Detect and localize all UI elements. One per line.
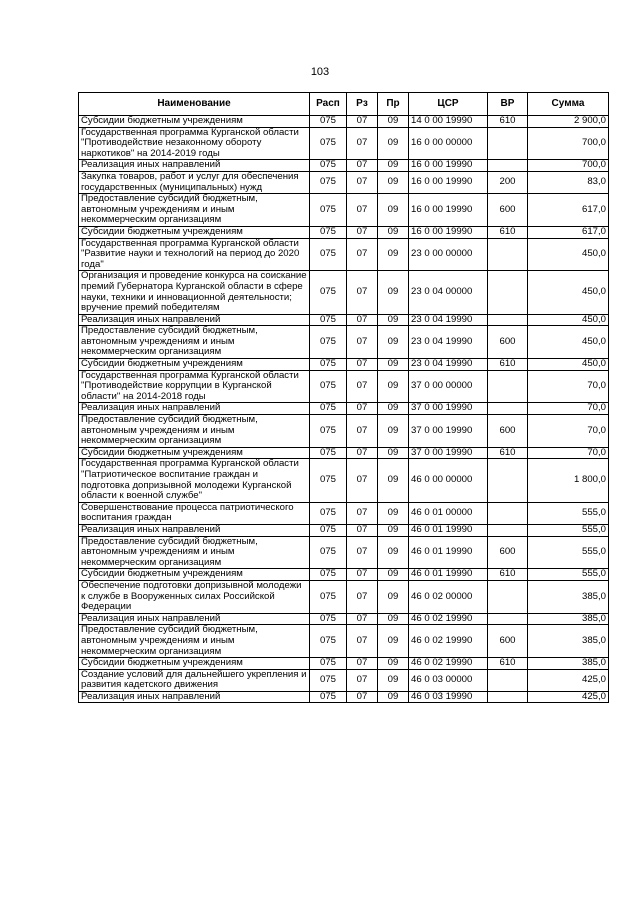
cell-vr (488, 459, 528, 502)
cell-rasp: 075 (310, 613, 347, 625)
cell-rz: 07 (347, 459, 378, 502)
page-number: 103 (310, 66, 330, 78)
cell-name: Реализация иных направлений (79, 613, 310, 625)
cell-sum: 83,0 (528, 171, 609, 193)
cell-sum: 70,0 (528, 403, 609, 415)
table-row (79, 403, 609, 415)
cell-pr: 09 (378, 127, 409, 160)
cell-sum: 450,0 (528, 359, 609, 371)
table-row (79, 580, 609, 613)
header-row (79, 93, 609, 116)
cell-vr: 200 (488, 171, 528, 193)
cell-csr: 46 0 01 19990 (409, 524, 488, 536)
cell-sum: 700,0 (528, 127, 609, 160)
cell-name: Предоставление субсидий бюджетным, автономным учреждениям и иным некоммерческим организациям (79, 415, 310, 448)
cell-csr: 16 0 00 19990 (409, 171, 488, 193)
cell-rasp: 075 (310, 238, 347, 271)
cell-csr: 46 0 02 19990 (409, 658, 488, 670)
cell-rz: 07 (347, 403, 378, 415)
table-row (79, 658, 609, 670)
table-row (79, 447, 609, 459)
cell-csr: 37 0 00 00000 (409, 370, 488, 403)
header-vr: ВР (488, 93, 528, 116)
header-name: Наименование (79, 93, 310, 116)
cell-sum: 385,0 (528, 658, 609, 670)
cell-sum: 425,0 (528, 669, 609, 691)
cell-rz: 07 (347, 116, 378, 128)
cell-rz: 07 (347, 271, 378, 314)
cell-name: Обеспечение подготовки допризывной молодежи к службе в Вооруженных силах Российской Федерации (79, 580, 310, 613)
cell-rasp: 075 (310, 116, 347, 128)
cell-rz: 07 (347, 658, 378, 670)
cell-csr: 46 0 00 00000 (409, 459, 488, 502)
cell-name: Предоставление субсидий бюджетным, автономным учреждениям и иным некоммерческим организациям (79, 536, 310, 569)
table-row (79, 127, 609, 160)
table-row (79, 271, 609, 314)
cell-csr: 46 0 03 00000 (409, 669, 488, 691)
cell-rz: 07 (347, 370, 378, 403)
header-rasp: Расп (310, 93, 347, 116)
cell-rasp: 075 (310, 226, 347, 238)
header-sum: Сумма (528, 93, 609, 116)
cell-rz: 07 (347, 238, 378, 271)
cell-name: Субсидии бюджетным учреждениям (79, 116, 310, 128)
cell-pr: 09 (378, 314, 409, 326)
cell-csr: 46 0 03 19990 (409, 691, 488, 703)
cell-vr (488, 580, 528, 613)
table-row (79, 691, 609, 703)
cell-pr: 09 (378, 326, 409, 359)
cell-rz: 07 (347, 569, 378, 581)
cell-rasp: 075 (310, 271, 347, 314)
cell-name: Совершенствование процесса патриотического воспитания граждан (79, 502, 310, 524)
cell-csr: 37 0 00 19990 (409, 447, 488, 459)
cell-csr: 16 0 00 19990 (409, 160, 488, 172)
cell-vr (488, 238, 528, 271)
cell-csr: 16 0 00 19990 (409, 194, 488, 227)
cell-vr: 600 (488, 415, 528, 448)
cell-csr: 46 0 01 19990 (409, 536, 488, 569)
cell-vr: 610 (488, 116, 528, 128)
cell-pr: 09 (378, 226, 409, 238)
cell-rasp: 075 (310, 415, 347, 448)
cell-rz: 07 (347, 127, 378, 160)
cell-csr: 46 0 02 00000 (409, 580, 488, 613)
table-row (79, 459, 609, 502)
cell-csr: 46 0 02 19990 (409, 625, 488, 658)
cell-vr: 600 (488, 625, 528, 658)
table-body (79, 116, 609, 703)
cell-rasp: 075 (310, 669, 347, 691)
cell-rz: 07 (347, 625, 378, 658)
table-row (79, 238, 609, 271)
cell-pr: 09 (378, 271, 409, 314)
cell-vr: 610 (488, 447, 528, 459)
table-row (79, 171, 609, 193)
table-row (79, 613, 609, 625)
cell-pr: 09 (378, 536, 409, 569)
cell-pr: 09 (378, 524, 409, 536)
cell-sum: 450,0 (528, 271, 609, 314)
cell-rz: 07 (347, 524, 378, 536)
cell-vr (488, 403, 528, 415)
cell-pr: 09 (378, 459, 409, 502)
cell-vr (488, 613, 528, 625)
cell-pr: 09 (378, 160, 409, 172)
cell-name: Реализация иных направлений (79, 524, 310, 536)
cell-rz: 07 (347, 194, 378, 227)
cell-vr: 610 (488, 658, 528, 670)
cell-name: Реализация иных направлений (79, 691, 310, 703)
cell-pr: 09 (378, 403, 409, 415)
cell-vr: 600 (488, 536, 528, 569)
cell-pr: 09 (378, 238, 409, 271)
cell-pr: 09 (378, 370, 409, 403)
cell-vr (488, 127, 528, 160)
cell-rz: 07 (347, 580, 378, 613)
cell-rasp: 075 (310, 370, 347, 403)
cell-rasp: 075 (310, 536, 347, 569)
cell-name: Государственная программа Курганской области "Противодействие коррупции в Курганской области" на 2014-2018 годы (79, 370, 310, 403)
cell-csr: 23 0 04 00000 (409, 271, 488, 314)
cell-rz: 07 (347, 314, 378, 326)
table-row (79, 160, 609, 172)
cell-rasp: 075 (310, 326, 347, 359)
cell-csr: 23 0 00 00000 (409, 238, 488, 271)
cell-csr: 16 0 00 00000 (409, 127, 488, 160)
cell-vr: 610 (488, 359, 528, 371)
table-row (79, 669, 609, 691)
cell-pr: 09 (378, 669, 409, 691)
cell-sum: 450,0 (528, 326, 609, 359)
cell-name: Предоставление субсидий бюджетным, автономным учреждениям и иным некоммерческим организациям (79, 194, 310, 227)
cell-rasp: 075 (310, 658, 347, 670)
cell-sum: 700,0 (528, 160, 609, 172)
cell-name: Государственная программа Курганской области "Противодействие незаконному обороту наркотиков" на 2014-2019 годы (79, 127, 310, 160)
cell-rz: 07 (347, 691, 378, 703)
cell-pr: 09 (378, 415, 409, 448)
table-row (79, 314, 609, 326)
cell-vr (488, 524, 528, 536)
cell-vr (488, 314, 528, 326)
cell-vr: 610 (488, 569, 528, 581)
cell-csr: 46 0 01 19990 (409, 569, 488, 581)
cell-rasp: 075 (310, 459, 347, 502)
cell-csr: 16 0 00 19990 (409, 226, 488, 238)
cell-rasp: 075 (310, 194, 347, 227)
cell-rasp: 075 (310, 403, 347, 415)
cell-name: Субсидии бюджетным учреждениям (79, 359, 310, 371)
cell-vr (488, 669, 528, 691)
cell-vr: 600 (488, 326, 528, 359)
cell-sum: 385,0 (528, 625, 609, 658)
cell-rasp: 075 (310, 160, 347, 172)
cell-pr: 09 (378, 194, 409, 227)
cell-pr: 09 (378, 502, 409, 524)
cell-sum: 450,0 (528, 314, 609, 326)
cell-rz: 07 (347, 536, 378, 569)
cell-rasp: 075 (310, 625, 347, 658)
cell-name: Государственная программа Курганской области "Развитие науки и технологий на период до 2020 года" (79, 238, 310, 271)
cell-pr: 09 (378, 613, 409, 625)
cell-rz: 07 (347, 669, 378, 691)
table-row (79, 502, 609, 524)
cell-sum: 70,0 (528, 370, 609, 403)
cell-pr: 09 (378, 569, 409, 581)
table-row (79, 625, 609, 658)
cell-csr: 14 0 00 19990 (409, 116, 488, 128)
header-pr: Пр (378, 93, 409, 116)
cell-vr (488, 691, 528, 703)
cell-sum: 617,0 (528, 194, 609, 227)
cell-pr: 09 (378, 116, 409, 128)
cell-csr: 23 0 04 19990 (409, 326, 488, 359)
cell-sum: 1 800,0 (528, 459, 609, 502)
cell-rz: 07 (347, 502, 378, 524)
cell-csr: 23 0 04 19990 (409, 359, 488, 371)
cell-rasp: 075 (310, 447, 347, 459)
cell-sum: 555,0 (528, 536, 609, 569)
cell-csr: 23 0 04 19990 (409, 314, 488, 326)
cell-rasp: 075 (310, 502, 347, 524)
table-row (79, 359, 609, 371)
table-row (79, 370, 609, 403)
cell-pr: 09 (378, 447, 409, 459)
cell-name: Закупка товаров, работ и услуг для обеспечения государственных (муниципальных) нужд (79, 171, 310, 193)
cell-pr: 09 (378, 625, 409, 658)
cell-name: Субсидии бюджетным учреждениям (79, 569, 310, 581)
cell-sum: 2 900,0 (528, 116, 609, 128)
cell-rz: 07 (347, 171, 378, 193)
cell-name: Создание условий для дальнейшего укрепления и развития кадетского движения (79, 669, 310, 691)
cell-sum: 70,0 (528, 447, 609, 459)
cell-rasp: 075 (310, 314, 347, 326)
cell-vr (488, 370, 528, 403)
table-row (79, 326, 609, 359)
cell-vr (488, 160, 528, 172)
cell-csr: 46 0 01 00000 (409, 502, 488, 524)
cell-rasp: 075 (310, 524, 347, 536)
header-csr: ЦСР (409, 93, 488, 116)
table-row (79, 226, 609, 238)
cell-rz: 07 (347, 226, 378, 238)
cell-sum: 425,0 (528, 691, 609, 703)
cell-rasp: 075 (310, 691, 347, 703)
cell-csr: 37 0 00 19990 (409, 403, 488, 415)
cell-name: Предоставление субсидий бюджетным, автономным учреждениям и иным некоммерческим организациям (79, 326, 310, 359)
table-header (79, 93, 609, 116)
table-row (79, 415, 609, 448)
cell-name: Реализация иных направлений (79, 314, 310, 326)
cell-rasp: 075 (310, 580, 347, 613)
cell-vr: 610 (488, 226, 528, 238)
cell-rz: 07 (347, 613, 378, 625)
cell-sum: 70,0 (528, 415, 609, 448)
cell-rz: 07 (347, 447, 378, 459)
table-row (79, 194, 609, 227)
cell-rasp: 075 (310, 569, 347, 581)
cell-vr (488, 502, 528, 524)
cell-name: Реализация иных направлений (79, 160, 310, 172)
cell-rz: 07 (347, 359, 378, 371)
cell-rasp: 075 (310, 359, 347, 371)
cell-rz: 07 (347, 326, 378, 359)
cell-name: Организация и проведение конкурса на соискание премий Губернатора Курганской области в сфере науки, техники и инновационной деятельности; вручение премий победителям (79, 271, 310, 314)
cell-pr: 09 (378, 658, 409, 670)
cell-pr: 09 (378, 359, 409, 371)
table-row (79, 524, 609, 536)
cell-name: Реализация иных направлений (79, 403, 310, 415)
cell-sum: 617,0 (528, 226, 609, 238)
cell-sum: 555,0 (528, 524, 609, 536)
cell-sum: 385,0 (528, 580, 609, 613)
cell-name: Субсидии бюджетным учреждениям (79, 447, 310, 459)
cell-sum: 555,0 (528, 502, 609, 524)
table-row (79, 536, 609, 569)
cell-csr: 46 0 02 19990 (409, 613, 488, 625)
cell-pr: 09 (378, 691, 409, 703)
table-row (79, 116, 609, 128)
cell-vr: 600 (488, 194, 528, 227)
budget-table (78, 92, 609, 703)
cell-name: Предоставление субсидий бюджетным, автономным учреждениям и иным некоммерческим организациям (79, 625, 310, 658)
table-row (79, 569, 609, 581)
cell-sum: 385,0 (528, 613, 609, 625)
cell-name: Субсидии бюджетным учреждениям (79, 658, 310, 670)
cell-rasp: 075 (310, 171, 347, 193)
cell-name: Субсидии бюджетным учреждениям (79, 226, 310, 238)
cell-vr (488, 271, 528, 314)
cell-pr: 09 (378, 171, 409, 193)
cell-pr: 09 (378, 580, 409, 613)
cell-rz: 07 (347, 160, 378, 172)
cell-name: Государственная программа Курганской области "Патриотическое воспитание граждан и подготовка допризывной молодежи Курганской области к военной службе" (79, 459, 310, 502)
cell-rz: 07 (347, 415, 378, 448)
cell-rasp: 075 (310, 127, 347, 160)
cell-sum: 555,0 (528, 569, 609, 581)
header-rz: Рз (347, 93, 378, 116)
cell-sum: 450,0 (528, 238, 609, 271)
cell-csr: 37 0 00 19990 (409, 415, 488, 448)
